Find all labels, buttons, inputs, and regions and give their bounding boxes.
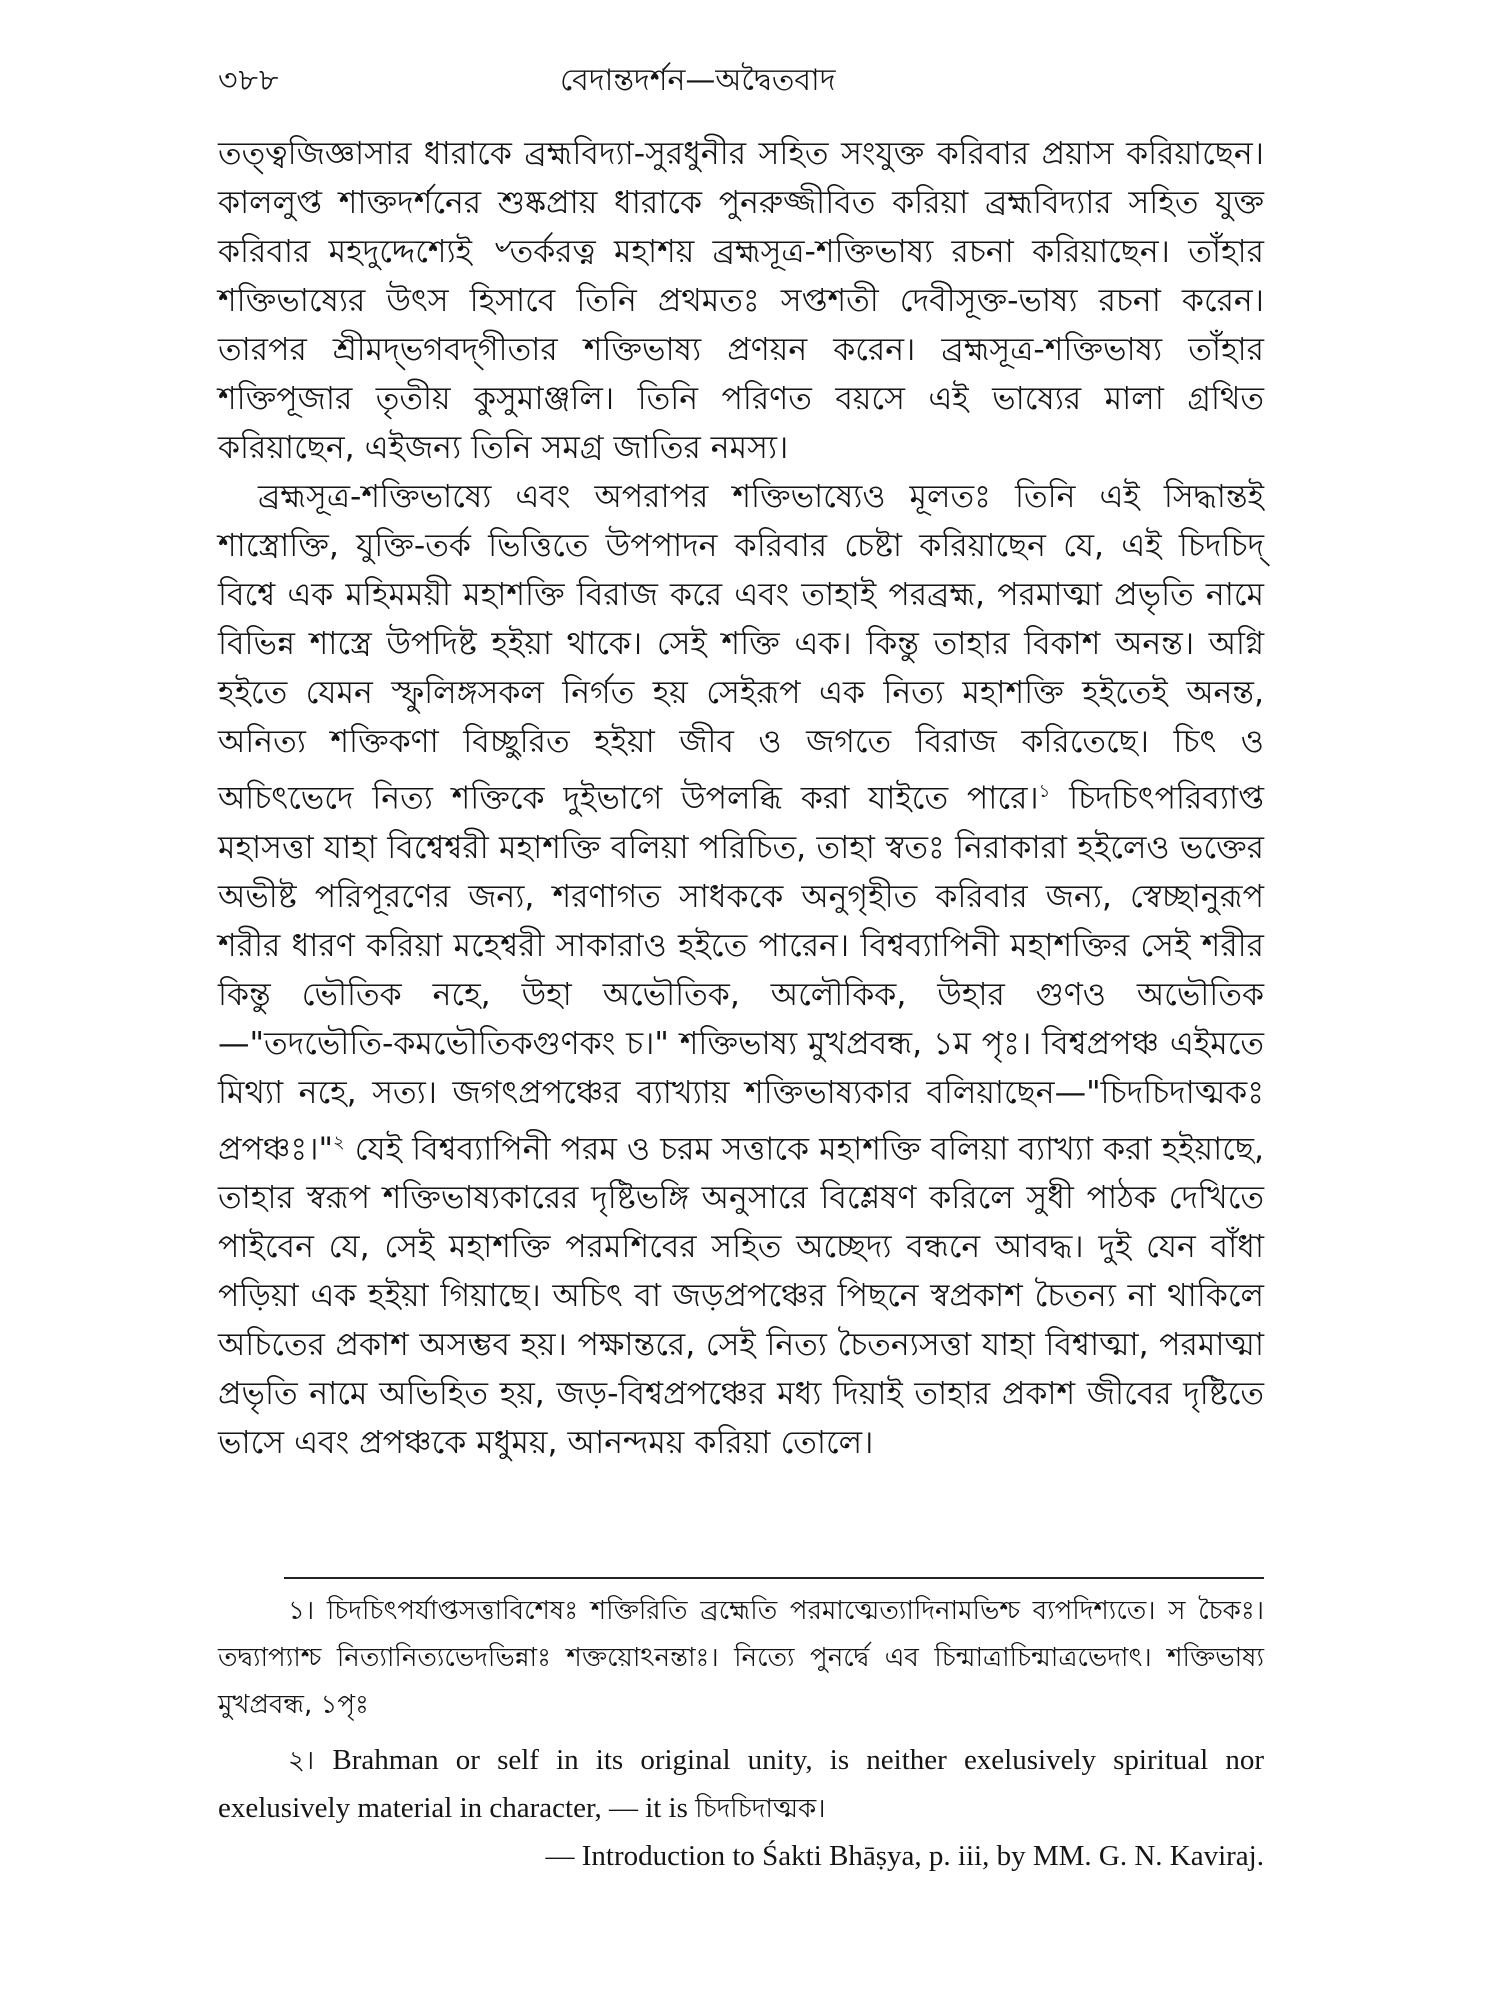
- footnote-2-number: ২।: [288, 1746, 333, 1776]
- footnote-ref-1: ১: [1038, 781, 1051, 802]
- paragraph-2: [218, 473, 1264, 1468]
- footnote-2-bengali: চিদচিদাত্মক।: [695, 1794, 826, 1824]
- footnote-2-attribution: — Introduction to Śakti Bhāṣya, p. iii, by MM. G. N. Kaviraj.: [545, 1840, 1264, 1872]
- footnote-ref-2: ২: [332, 1131, 345, 1153]
- main-text: [218, 130, 1264, 1468]
- footnote-1: ১। চিদচিৎপর্যাপ্তসত্তাবিশেষঃ শক্তিরিতি ব্রহ্মেতি পরমাত্মেত্যাদিনামভিশ্চ ব্যপদিশ্যতে। স চৈকঃ। তদ্ব্যাপ্যাশ্চ নিত্যানিত্যভেদভিন্নাঃ শক্তয়োঽনন্তাঃ। নিত্যে পুনর্দ্বে এব চিন্মাত্রাচিন্মাত্রভেদাৎ। শক্তিভাষ্য মুখপ্রবন্ধ, ১পৃঃ: [218, 1596, 1264, 1720]
- footnote-divider: [284, 1577, 1264, 1579]
- paragraph-2-text: ব্রহ্মসূত্র-শক্তিভাষ্যে এবং অপরাপর শক্তিভাষ্যেও মূলতঃ তিনি এই সিদ্ধান্তই শাস্ত্রোক্তি, যুক্তি-তর্ক ভিত্তিতে উপপাদন করিবার চেষ্টা করিয়াছেন যে, এই চিদচিদ্ বিশ্বে এক মহিমময়ী মহাশক্তি বিরাজ করে এবং তাহাই পরব্রহ্ম, পরমাত্মা প্রভৃতি নামে বিভিন্ন শাস্ত্রে উপদিষ্ট হইয়া থাকে। সেই শক্তি এক। কিন্তু তাহার বিকাশ অনন্ত। অগ্নি হইতে যেমন স্ফুলিঙ্গসকল নির্গত হয় সেইরূপ এক নিত্য মহাশক্তি হইতেই অনন্ত, অনিত্য শক্তিকণা বিচ্ছুরিত হইয়া জীব ও জগতে বিরাজ করিতেছে। চিৎ ও অচিৎভেদে নিত্য শক্তিকে দুইভাগে উপলব্ধি করা যাইতে পারে।: [218, 479, 1264, 817]
- footnote-2-text: Brahman or self in its original unity, is neither exelusively spiritual nor exelusively material in character, — it is: [218, 1744, 1264, 1824]
- paragraph-2-continued: চিদচিৎপরিব্যাপ্ত মহাসত্তা যাহা বিশ্বেশ্বরী মহাশক্তি বলিয়া পরিচিত, তাহা স্বতঃ নিরাকারা হইলেও ভক্তের অভীষ্ট পরিপূরণের জন্য, শরণাগত সাধককে অনুগৃহীত করিবার জন্য, স্বেচ্ছানুরূপ শরীর ধারণ করিয়া মহেশ্বরী সাকারাও হইতে পারেন। বিশ্বব্যাপিনী মহাশক্তির সেই শরীর কিন্তু ভৌতিক নহে, উহা অভৌতিক, অলৌকিক, উহার গুণও অভৌতিক—"তদভৌতি-কমভৌতিকগুণকং চ।" শক্তিভাষ্য মুখপ্রবন্ধ, ১ম পৃঃ। বিশ্বপ্রপঞ্চ এইমতে মিথ্যা নহে, সত্য। জগৎপ্রপঞ্চের ব্যাখ্যায় শক্তিভাষ্যকার বলিয়াছেন—"চিদচিদাত্মকঃ প্রপঞ্চঃ।": [218, 780, 1264, 1167]
- footnote-2: [218, 1737, 1264, 1833]
- paragraph-2-end: যেই বিশ্বব্যাপিনী পরম ও চরম সত্তাকে মহাশক্তি বলিয়া ব্যাখ্যা করা হইয়াছে, তাহার স্বরূপ শক্তিভাষ্যকারের দৃষ্টিভঙ্গি অনুসারে বিশ্লেষণ করিলে সুধী পাঠক দেখিতে পাইবেন যে, সেই মহাশক্তি পরমশিবের সহিত অচ্ছেদ্য বন্ধনে আবদ্ধ। দুই যেন বাঁধা পড়িয়া এক হইয়া গিয়াছে। অচিৎ বা জড়প্রপঞ্চের পিছনে স্বপ্রকাশ চৈতন্য না থাকিলে অচিতের প্রকাশ অসম্ভব হয়। পক্ষান্তরে, সেই নিত্য চৈতন্যসত্তা যাহা বিশ্বাত্মা, পরমাত্মা প্রভৃতি নামে অভিহিত হয়, জড়-বিশ্বপ্রপঞ্চের মধ্য দিয়াই তাহার প্রকাশ জীবের দৃষ্টিতে ভাসে এবং প্রপঞ্চকে মধুময়, আনন্দময় করিয়া তোলে।: [218, 1131, 1264, 1461]
- footnotes: [218, 1588, 1264, 1880]
- paragraph-1: তত্ত্বজিজ্ঞাসার ধারাকে ব্রহ্মবিদ্যা-সুরধুনীর সহিত সংযুক্ত করিবার প্রয়াস করিয়াছেন। কাললুপ্ত শাক্তদর্শনের শুষ্কপ্রায় ধারাকে পুনরুজ্জীবিত করিয়া ব্রহ্মবিদ্যার সহিত যুক্ত করিবার মহদুদ্দেশ্যেই ৺তর্করত্ন মহাশয় ব্রহ্মসূত্র-শক্তিভাষ্য রচনা করিয়াছেন। তাঁহার শক্তিভাষ্যের উৎস হিসাবে তিনি প্রথমতঃ সপ্তশতী দেবীসূক্ত-ভাষ্য রচনা করেন। তারপর শ্রীমদ্‌ভগবদ্‌গীতার শক্তিভাষ্য প্রণয়ন করেন। ব্রহ্মসূত্র-শক্তিভাষ্য তাঁহার শক্তিপূজার তৃতীয় কুসুমাঞ্জলি। তিনি পরিণত বয়সে এই ভাষ্যের মালা গ্রথিত করিয়াছেন, এইজন্য তিনি সমগ্র জাতির নমস্য।: [218, 136, 1264, 466]
- running-title: বেদান্তদর্শন—অদ্বৈতবাদ: [560, 63, 836, 98]
- page-number: ৩৮৮: [218, 63, 280, 98]
